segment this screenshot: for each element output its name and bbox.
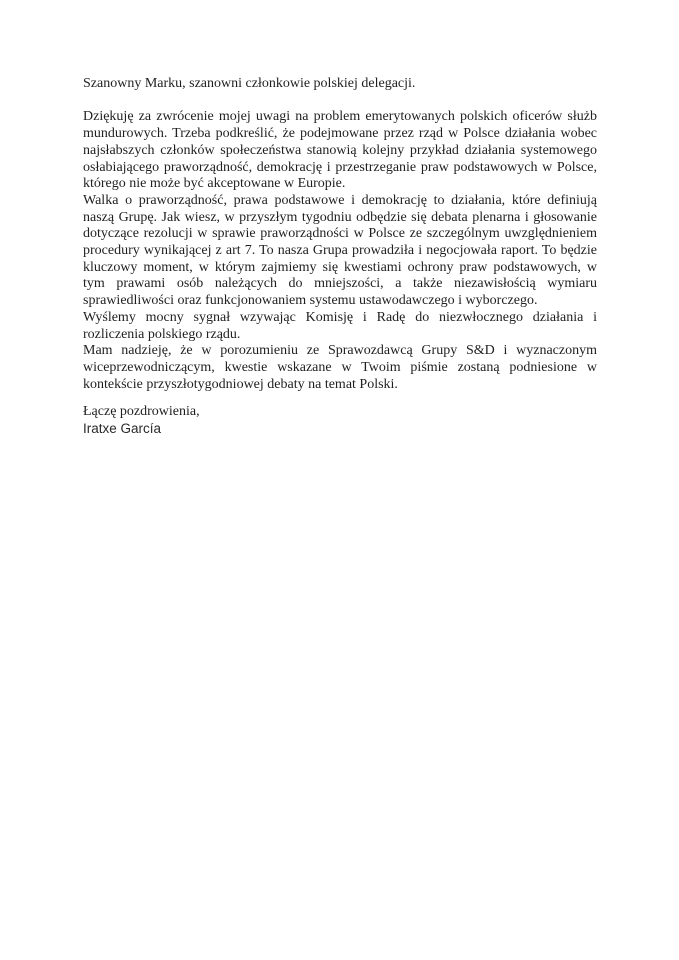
letter-body [83, 76, 597, 438]
closing: Łączę pozdrowienia, [83, 404, 200, 420]
letter-paragraphs [83, 109, 597, 393]
signature-name: Iratxe García [83, 421, 162, 437]
body-paragraph: Dziękuję za zwrócenie mojej uwagi na problem emerytowanych polskich oficerów służb mundurowych. Trzeba podkreślić, że podejmowane przez rząd w Polsce działania wobec najsłabszych członków społeczeństwa stanowią kolejny przykład działania systemowego osłabiającego praworządność, demokrację i przestrzeganie praw podstawowych w Polsce, którego nie może być akceptowane w Europie. [83, 109, 597, 192]
closing-block [83, 404, 597, 437]
body-paragraph: Walka o praworządność, prawa podstawowe i demokrację to działania, które definiują naszą Grupę. Jak wiesz, w przyszłym tygodniu odbędzie się debata plenarna i głosowanie dotyczące rezolucji w sprawie praworządności w Polsce ze szczególnym uwzględnieniem procedury wynikającej z art 7. To nasza Grupa prowadziła i negocjowała raport. To będzie kluczowy moment, w którym zajmiemy się kwestiami ochrony praw podstawowych, w tym prawami osób należących do mniejszości, a także niezawisłością wymiaru sprawiedliwości oraz funkcjonowaniem systemu ustawodawczego i wyborczego. [83, 192, 597, 309]
body-paragraph: Wyślemy mocny sygnał wzywając Komisję i Radę do niezwłocznego działania i rozliczenia polskiego rządu. [83, 309, 597, 342]
salutation: Szanowny Marku, szanowni członkowie polskiej delegacji. [83, 76, 416, 91]
body-paragraph: Mam nadzieję, że w porozumieniu ze Sprawozdawcą Grupy S&D i wyznaczonym wiceprzewodniczącym, kwestie wskazane w Twoim piśmie zostaną podniesione w kontekście przyszłotygodniowej debaty na temat Polski. [83, 343, 597, 392]
